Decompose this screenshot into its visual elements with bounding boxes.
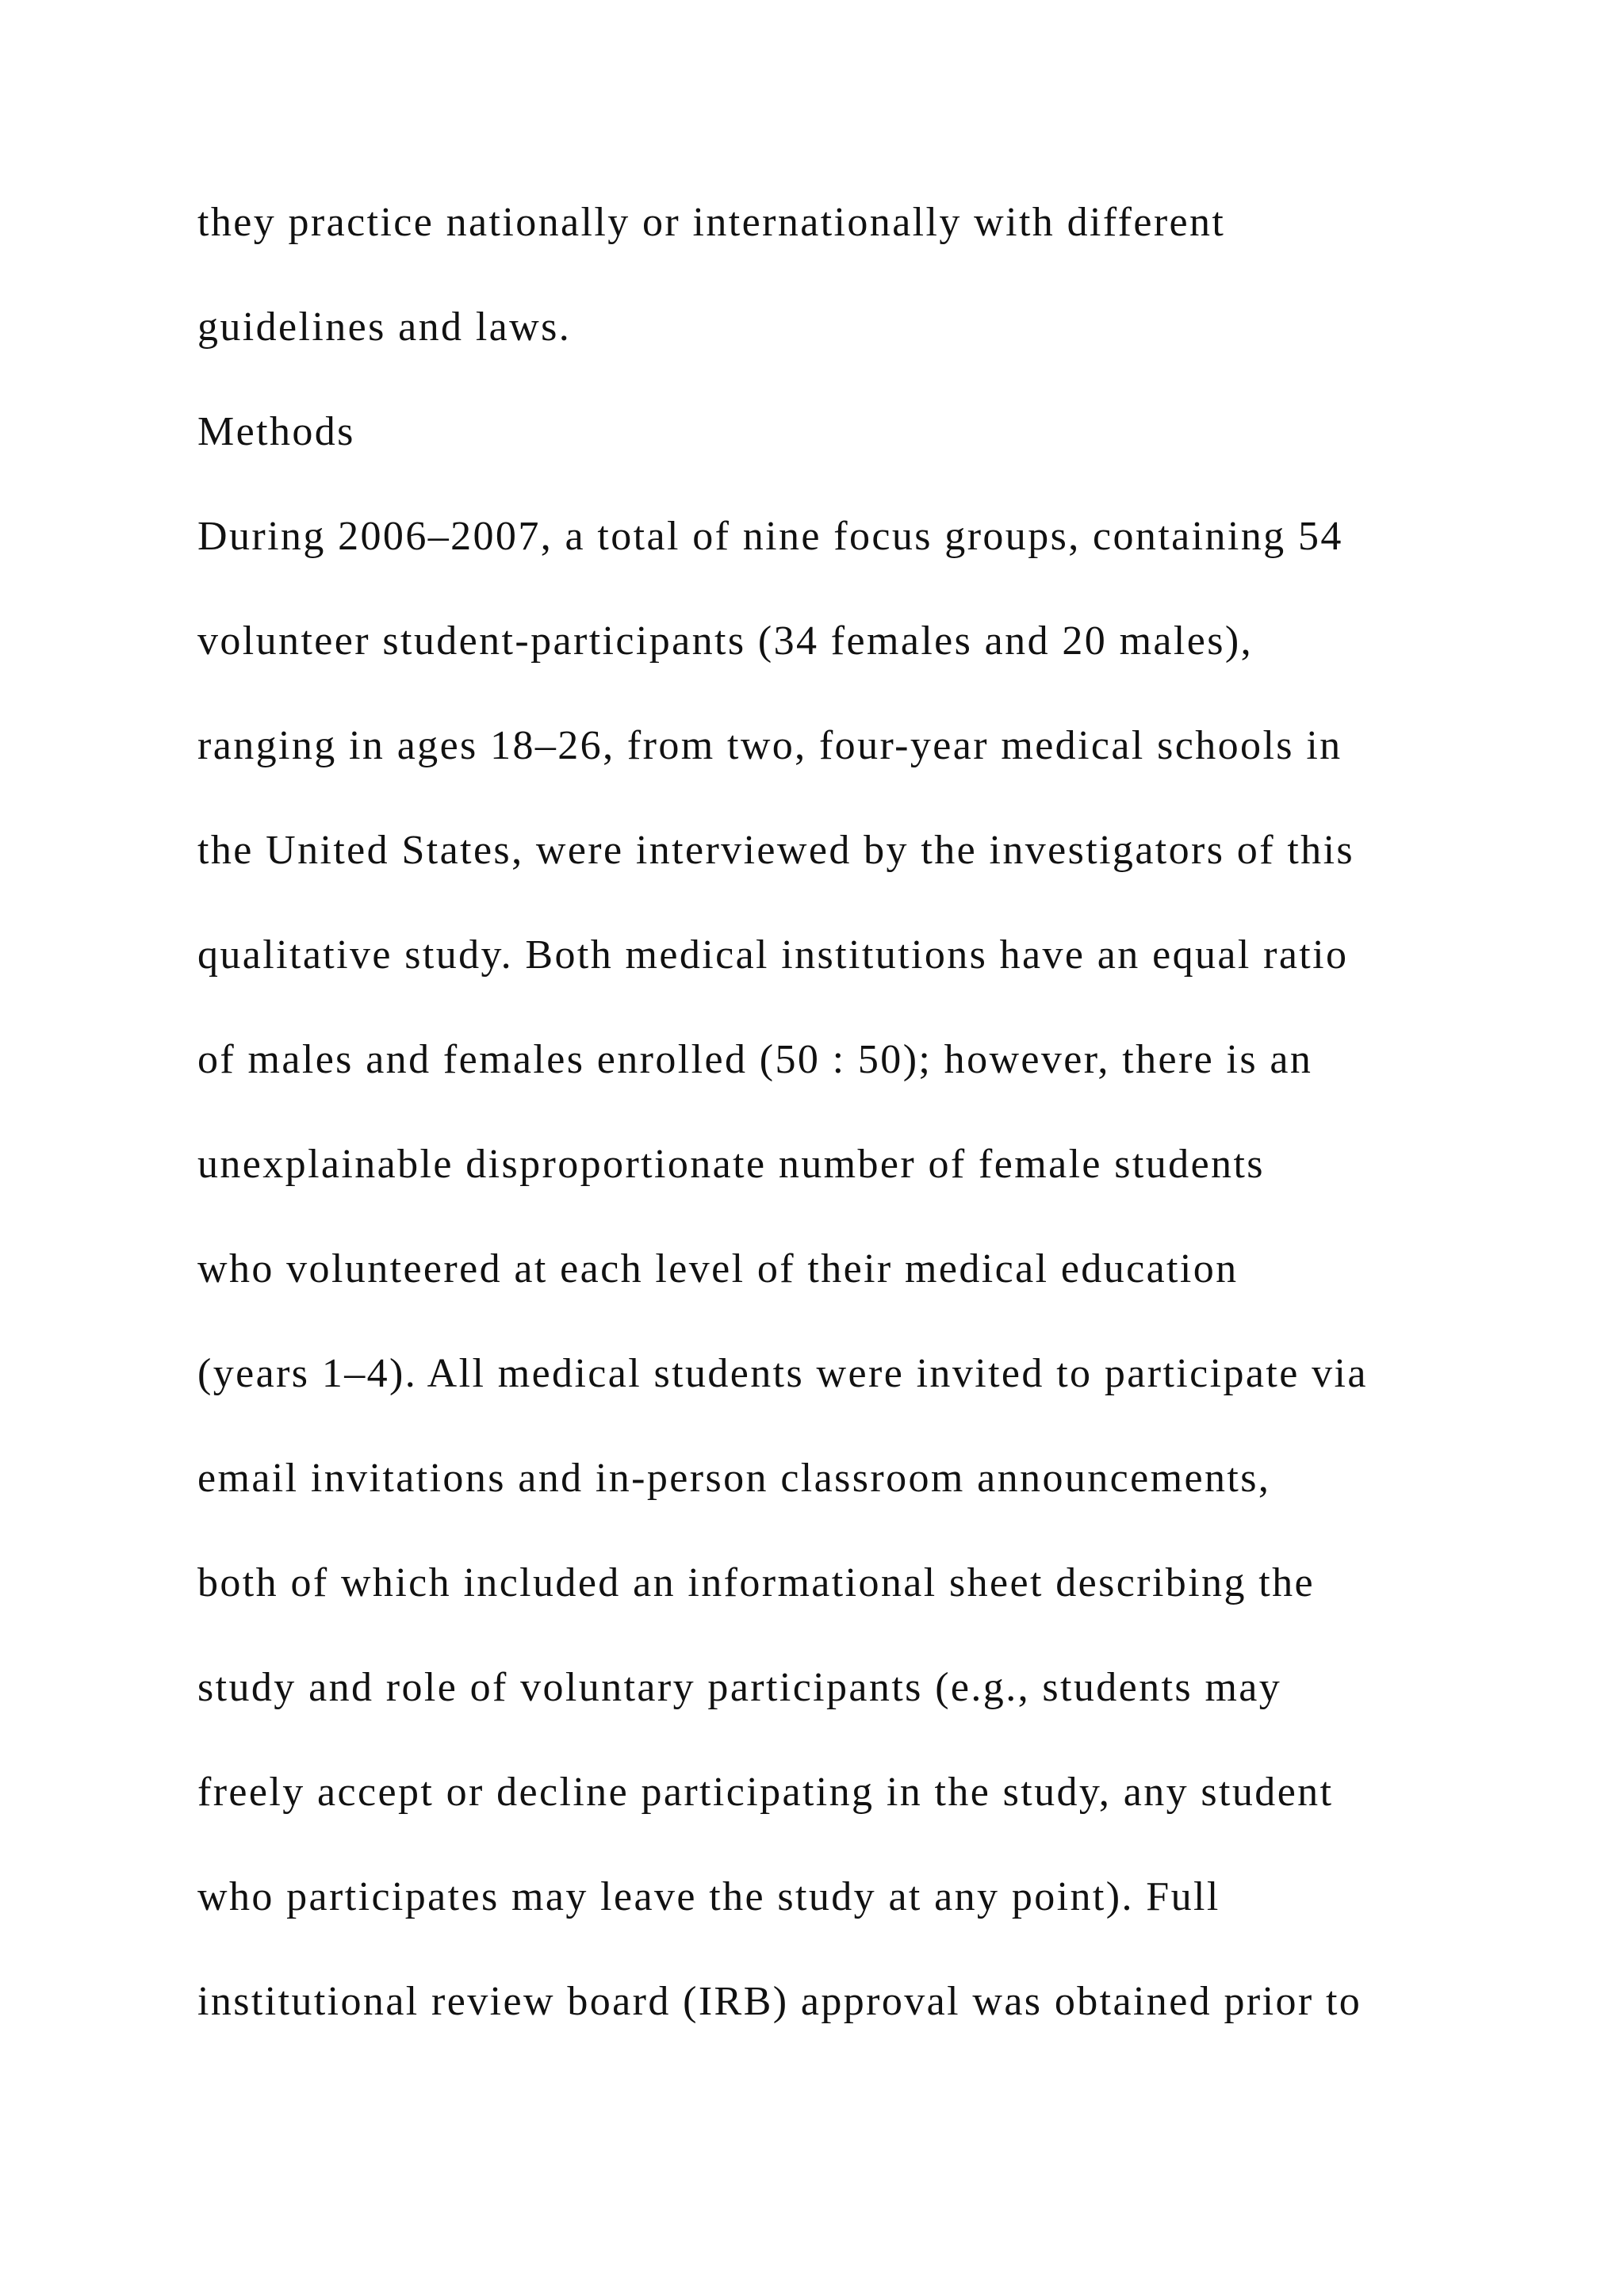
text-line: the United States, were interviewed by the investigators of this: [197, 828, 1355, 873]
text-line: of males and females enrolled (50 : 50); however, there is an: [197, 1037, 1313, 1082]
text-line: both of which included an informational sheet describing the: [197, 1560, 1315, 1605]
text-line: guidelines and laws.: [197, 304, 572, 350]
text-line: qualitative study. Both medical institutions have an equal ratio: [197, 932, 1349, 978]
text-line: ranging in ages 18–26, from two, four-year medical schools in: [197, 723, 1342, 768]
body-text: [197, 188, 1593, 2072]
text-line: During 2006–2007, a total of nine focus groups, containing 54: [197, 514, 1343, 559]
text-line: who participates may leave the study at any point). Full: [197, 1874, 1220, 1919]
text-line: institutional review board (IRB) approval was obtained prior to: [197, 1979, 1362, 2024]
section-heading-methods: Methods: [197, 409, 355, 454]
text-line: freely accept or decline participating in the study, any student: [197, 1770, 1334, 1815]
text-line: they practice nationally or internationally with different: [197, 200, 1226, 245]
text-line: study and role of voluntary participants (e.g., students may: [197, 1665, 1282, 1710]
text-line: volunteer student-participants (34 females and 20 males),: [197, 618, 1253, 664]
text-line: unexplainable disproportionate number of female students: [197, 1142, 1265, 1187]
text-line: email invitations and in-person classroom announcements,: [197, 1456, 1271, 1501]
text-line: who volunteered at each level of their medical education: [197, 1246, 1239, 1292]
text-line: (years 1–4). All medical students were invited to participate via: [197, 1351, 1368, 1396]
